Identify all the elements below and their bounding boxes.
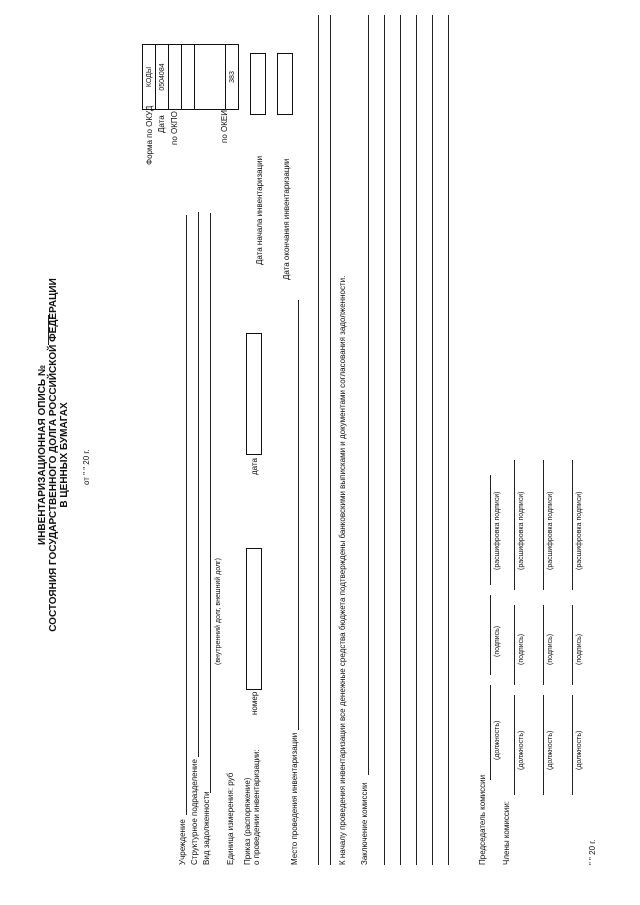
place-line[interactable] — [298, 300, 299, 730]
number-line — [48, 315, 49, 345]
inv-end-label: Дата окончания инвентаризации — [282, 158, 291, 280]
place-label: Место проведения инвентаризации — [290, 732, 299, 865]
institution-label: Учреждение — [178, 819, 187, 865]
member2-decoding-line[interactable] — [543, 460, 544, 590]
unit-label: Единица измерения: руб — [226, 772, 235, 865]
chair-decoding-line[interactable] — [490, 475, 491, 585]
chair-decoding-caption: (расшифровка подписи) — [494, 491, 501, 570]
separator-line-2 — [330, 15, 331, 865]
institution-line[interactable] — [186, 215, 187, 815]
division-label: Структурное подразделение — [190, 759, 199, 865]
date-label: Дата — [157, 115, 166, 133]
order-number-box[interactable] — [246, 548, 262, 690]
member1-decoding-caption: (расшифровка подписи) — [518, 491, 525, 570]
chair-position-caption: (должность) — [494, 720, 501, 760]
order-date-box[interactable] — [246, 333, 262, 455]
conclusion-label: Заключение комиссии — [360, 782, 369, 865]
separator-line-1 — [318, 15, 319, 865]
debt-type-hint: (внутренний долг, внешний долг) — [215, 558, 222, 665]
chair-signature-caption: (подпись) — [494, 625, 501, 657]
member2-position-line[interactable] — [543, 695, 544, 795]
okpo-code — [182, 45, 195, 110]
member3-position-caption: (должность) — [576, 730, 583, 770]
member3-signature-caption: (подпись) — [576, 633, 583, 665]
okpo-label: по ОКПО — [170, 111, 179, 145]
conclusion-line-5[interactable] — [432, 15, 433, 865]
statement-text: К началу проведения инвентаризации все денежные средства бюджета подтверждены банковскими выписками и документами согласования задолженности. — [338, 275, 347, 865]
order-label-2: о проведении инвентаризации: — [252, 749, 261, 865]
member2-position-caption: (должность) — [547, 730, 554, 770]
okud-label: Форма по ОКУД — [145, 105, 154, 165]
inv-start-label: Дата начала инвентаризации — [255, 155, 264, 265]
inv-start-box[interactable] — [250, 53, 266, 115]
conclusion-line-2[interactable] — [384, 15, 385, 865]
member2-signature-caption: (подпись) — [547, 633, 554, 665]
okei-code: 383 — [226, 45, 239, 110]
inv-end-box[interactable] — [277, 53, 293, 115]
conclusion-line-1[interactable] — [368, 15, 369, 775]
member1-decoding-line[interactable] — [514, 460, 515, 590]
empty-code — [195, 45, 226, 110]
chair-label: Председатель комиссии — [478, 774, 487, 865]
member3-signature-line[interactable] — [572, 605, 573, 685]
form-subtitle: СОСТОЯНИЯ ГОСУДАРСТВЕННОГО ДОЛГА РОССИЙСКОЙ ФЕДЕРАЦИИ — [48, 278, 59, 632]
debt-type-line[interactable] — [210, 213, 211, 793]
member1-signature-caption: (подпись) — [518, 633, 525, 665]
form-date: от " " 20 г. — [82, 449, 91, 485]
division-line[interactable] — [198, 212, 199, 757]
form-subtitle-2: В ЦЕННЫХ БУМАГАХ — [59, 402, 70, 508]
member2-signature-line[interactable] — [543, 605, 544, 685]
codes-header: КОДЫ — [143, 45, 156, 110]
member1-position-caption: (должность) — [518, 730, 525, 770]
member1-position-line[interactable] — [514, 695, 515, 795]
member3-decoding-caption: (расшифровка подписи) — [576, 491, 583, 570]
conclusion-line-6[interactable] — [448, 15, 449, 865]
conclusion-line-4[interactable] — [416, 15, 417, 865]
member1-signature-line[interactable] — [514, 605, 515, 685]
form-title: ИНВЕНТАРИЗАЦИОННАЯ ОПИСЬ № — [37, 365, 48, 545]
codes-table — [142, 44, 239, 110]
debt-type-label: Вид задолженности — [202, 791, 211, 865]
okud-code: 0504084 — [156, 45, 169, 110]
okei-label: по ОКЕИ — [220, 110, 229, 143]
chair-signature-line[interactable] — [490, 595, 491, 675]
member2-decoding-caption: (расшифровка подписи) — [547, 491, 554, 570]
member3-decoding-line[interactable] — [572, 460, 573, 590]
order-date-label: дата — [250, 458, 259, 475]
signature-date: " " 20 г. — [588, 839, 597, 865]
date-code — [169, 45, 182, 110]
members-label: Члены комиссии: — [502, 800, 511, 865]
order-label-1: Приказ (распоряжение) — [243, 777, 252, 865]
chair-position-line[interactable] — [490, 685, 491, 780]
member3-position-line[interactable] — [572, 695, 573, 795]
order-number-label: номер — [250, 691, 259, 715]
conclusion-line-3[interactable] — [400, 15, 401, 865]
